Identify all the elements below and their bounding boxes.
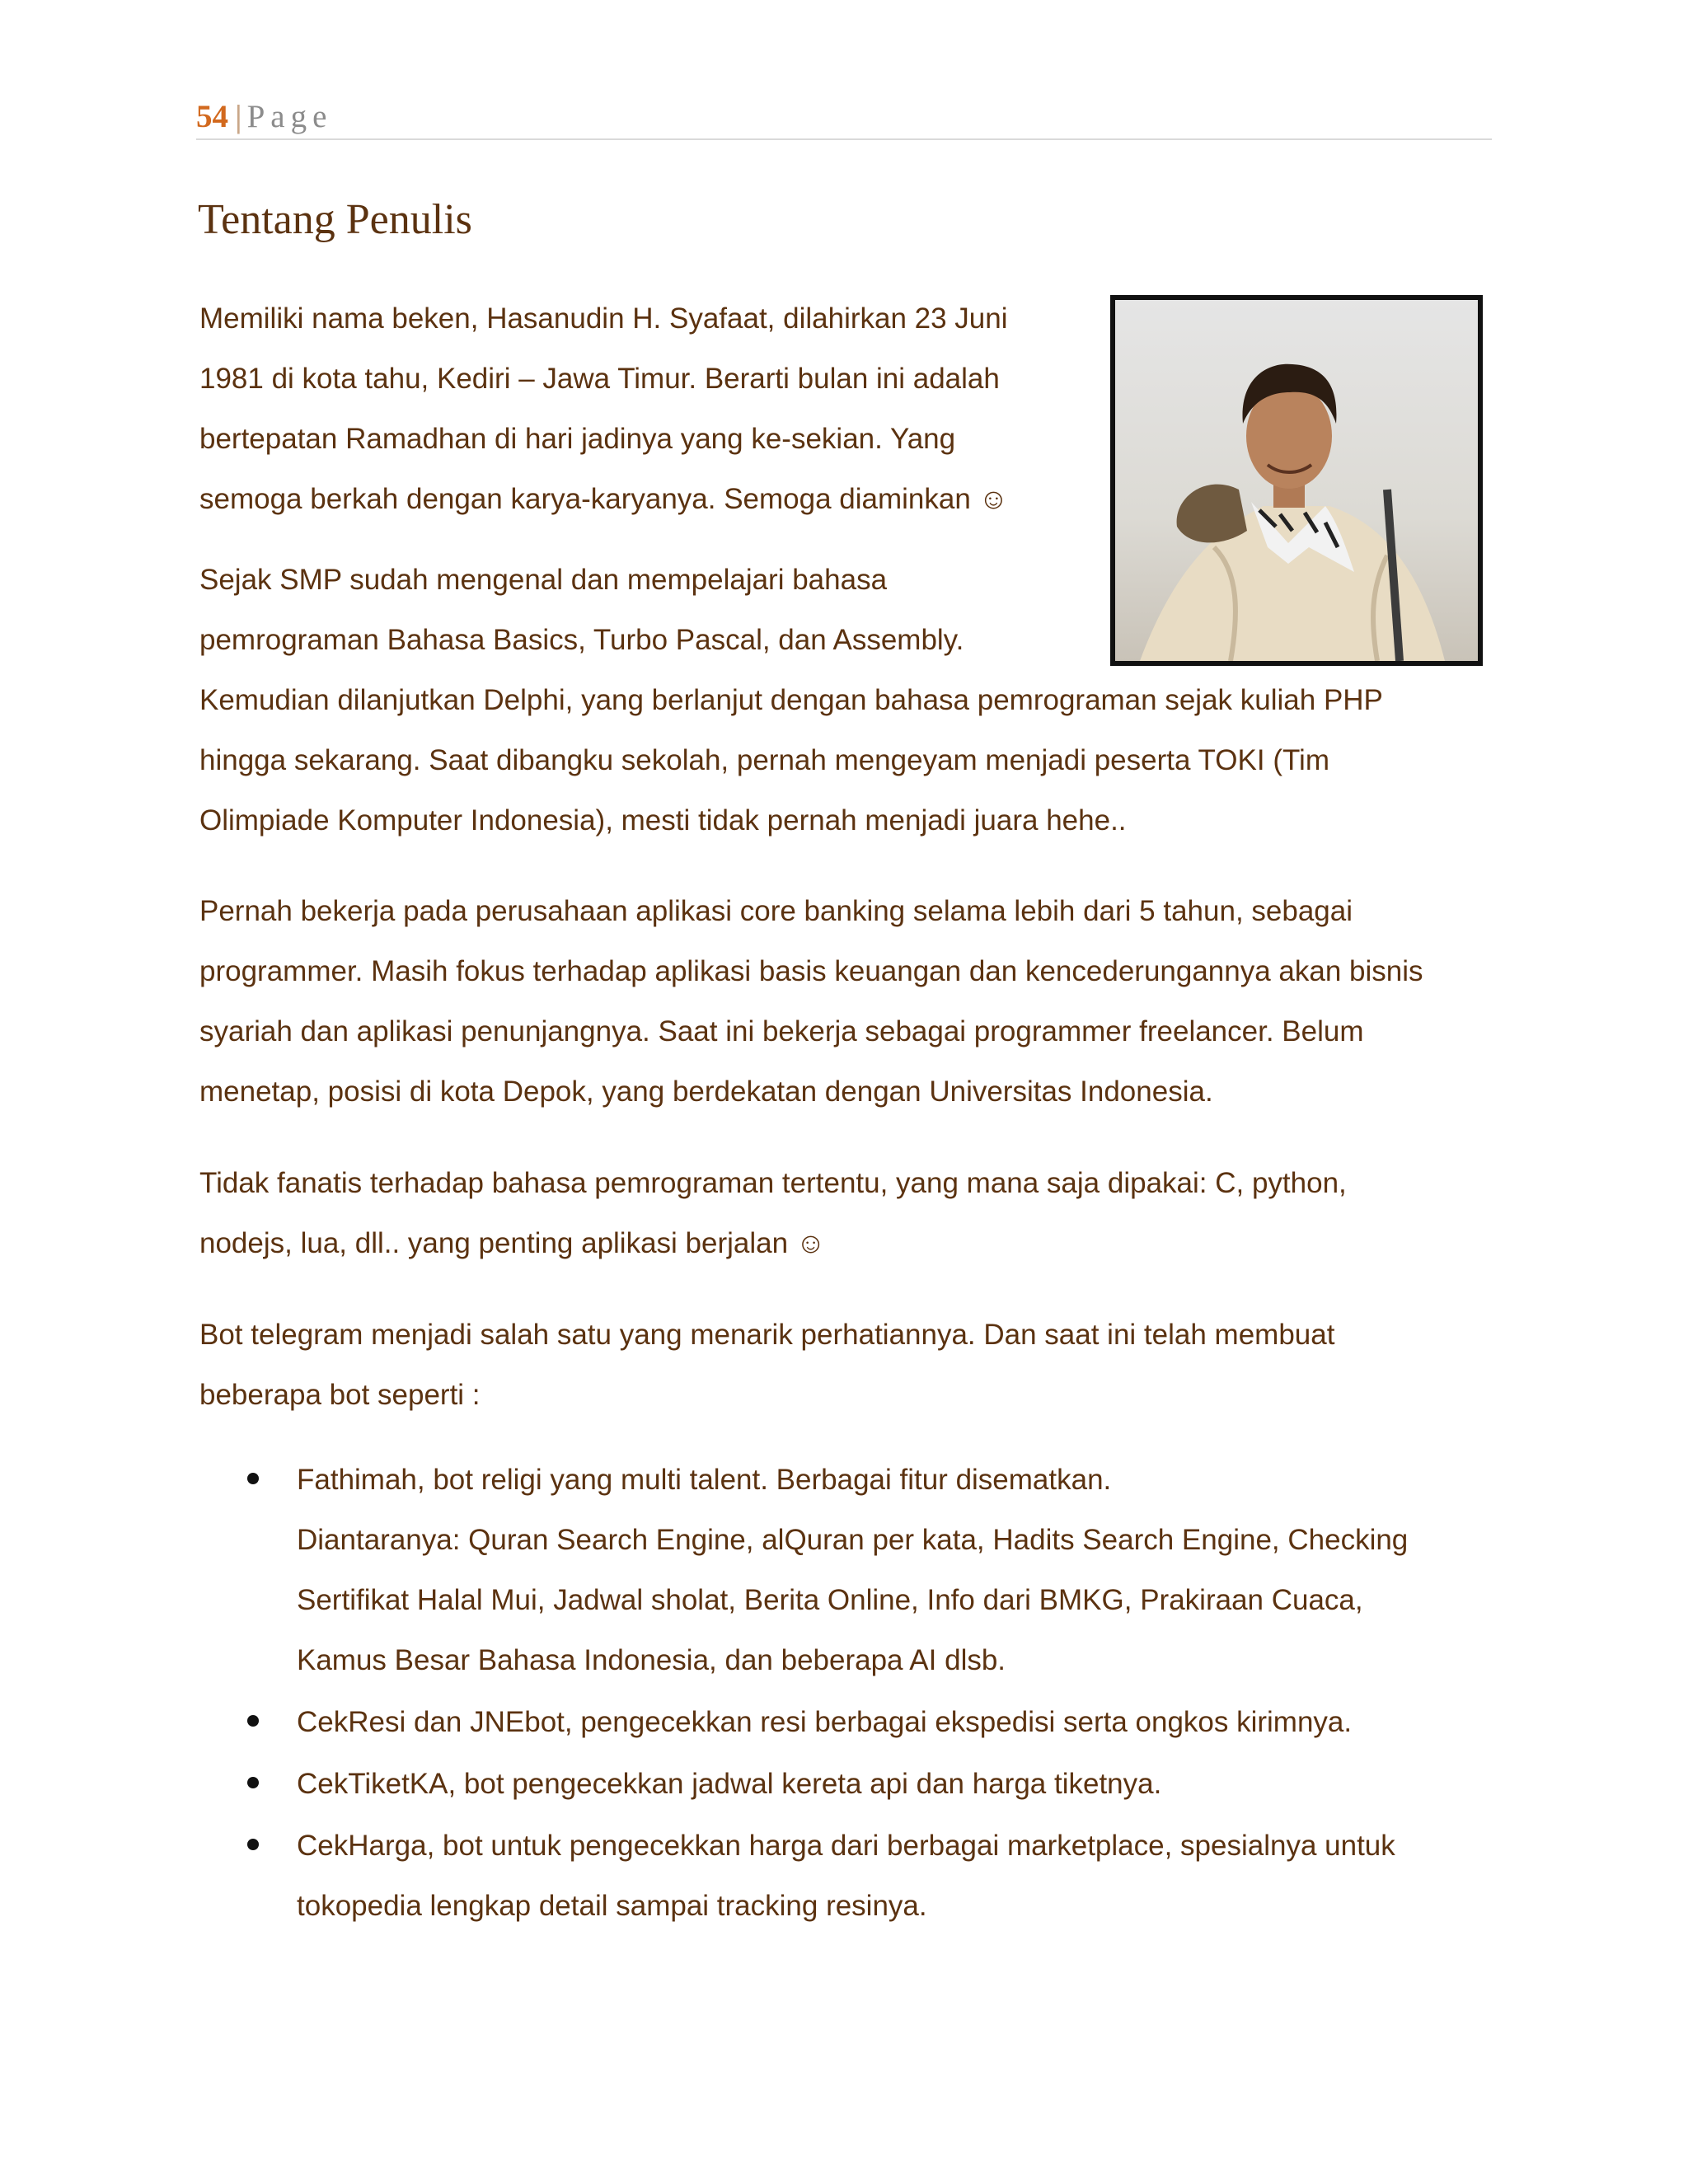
paragraph-line: menetap, posisi di kota Depok, yang berdekatan dengan Universitas Indonesia. bbox=[199, 1076, 1213, 1108]
bullet-dot-icon bbox=[247, 1715, 259, 1727]
bullet-dot-icon bbox=[247, 1777, 259, 1788]
page-separator: | bbox=[235, 99, 242, 134]
paragraph-line: Tidak fanatis terhadap bahasa pemrograman tertentu, yang mana saja dipakai: C, python, bbox=[199, 1167, 1347, 1199]
list-item-cekresi bbox=[247, 1692, 1408, 1752]
page-number: 54 bbox=[196, 99, 228, 134]
paragraph-line: Olimpiade Komputer Indonesia), mesti tidak pernah menjadi juara hehe.. bbox=[199, 804, 1127, 837]
paragraph-line: nodejs, lua, dll.. yang penting aplikasi berjalan ☺ bbox=[199, 1227, 826, 1259]
list-item-cektiketka bbox=[247, 1754, 1408, 1814]
paragraph-line: beberapa bot seperti : bbox=[199, 1379, 481, 1411]
paragraph-languages bbox=[199, 1153, 1347, 1273]
paragraph-line: pemrograman Bahasa Basics, Turbo Pascal, dan Assembly. bbox=[199, 624, 964, 656]
paragraph-line: Sejak SMP sudah mengenal dan mempelajari bahasa bbox=[199, 564, 888, 596]
list-item-fathimah bbox=[247, 1450, 1408, 1690]
paragraph-line: semoga berkah dengan karya-karyanya. Semoga diaminkan ☺ bbox=[199, 483, 1009, 515]
list-item-line: CekResi dan JNEbot, pengecekkan resi berbagai ekspedisi serta ongkos kirimnya. bbox=[297, 1706, 1353, 1738]
paragraph-telegram-bots bbox=[199, 1305, 1334, 1425]
list-item-line: CekHarga, bot untuk pengecekkan harga dari berbagai marketplace, spesialnya untuk bbox=[297, 1830, 1395, 1862]
paragraph-line: bertepatan Ramadhan di hari jadinya yang ke-sekian. Yang bbox=[199, 423, 956, 455]
list-item-line: Sertifikat Halal Mui, Jadwal sholat, Berita Online, Info dari BMKG, Prakiraan Cuaca, bbox=[297, 1584, 1363, 1616]
bullet-dot-icon bbox=[247, 1839, 259, 1850]
paragraph-intro bbox=[199, 288, 1008, 529]
list-item-line: Diantaranya: Quran Search Engine, alQuran per kata, Hadits Search Engine, Checking bbox=[297, 1524, 1409, 1556]
list-item-line: Kamus Besar Bahasa Indonesia, dan beberapa AI dlsb. bbox=[297, 1644, 1006, 1676]
bullet-dot-icon bbox=[247, 1473, 259, 1484]
paragraph-work-experience bbox=[199, 881, 1423, 1122]
paragraph-line: Kemudian dilanjutkan Delphi, yang berlanjut dengan bahasa pemrograman sejak kuliah PHP bbox=[199, 684, 1383, 716]
paragraph-line: Memiliki nama beken, Hasanudin H. Syafaat, dilahirkan 23 Juni bbox=[199, 302, 1008, 335]
bot-list bbox=[247, 1450, 1408, 1936]
list-item-line: CekTiketKA, bot pengecekkan jadwal kereta api dan harga tiketnya. bbox=[297, 1768, 1162, 1800]
list-item-cekharga bbox=[247, 1816, 1408, 1936]
paragraph-line: Bot telegram menjadi salah satu yang menarik perhatiannya. Dan saat ini telah membuat bbox=[199, 1319, 1335, 1351]
paragraph-line: hingga sekarang. Saat dibangku sekolah, pernah mengeyam menjadi peserta TOKI (Tim bbox=[199, 744, 1329, 776]
list-item-line: tokopedia lengkap detail sampai tracking resinya. bbox=[297, 1890, 927, 1922]
paragraph-line: programmer. Masih fokus terhadap aplikasi basis keuangan dan kencederungannya akan bisnis bbox=[199, 955, 1423, 987]
paragraph-line: 1981 di kota tahu, Kediri – Jawa Timur. Berarti bulan ini adalah bbox=[199, 363, 1000, 395]
author-photo bbox=[1110, 295, 1483, 666]
page-header bbox=[196, 96, 1492, 140]
page-title: Tentang Penulis bbox=[198, 196, 472, 243]
paragraph-line: syariah dan aplikasi penunjangnya. Saat ini bekerja sebagai programmer freelancer. Belum bbox=[199, 1015, 1364, 1047]
list-item-line: Fathimah, bot religi yang multi talent. Berbagai fitur disematkan. bbox=[297, 1464, 1112, 1496]
page-label: Page bbox=[246, 99, 333, 134]
paragraph-line: Pernah bekerja pada perusahaan aplikasi core banking selama lebih dari 5 tahun, sebagai bbox=[199, 895, 1353, 927]
author-photo-illustration bbox=[1115, 300, 1478, 661]
